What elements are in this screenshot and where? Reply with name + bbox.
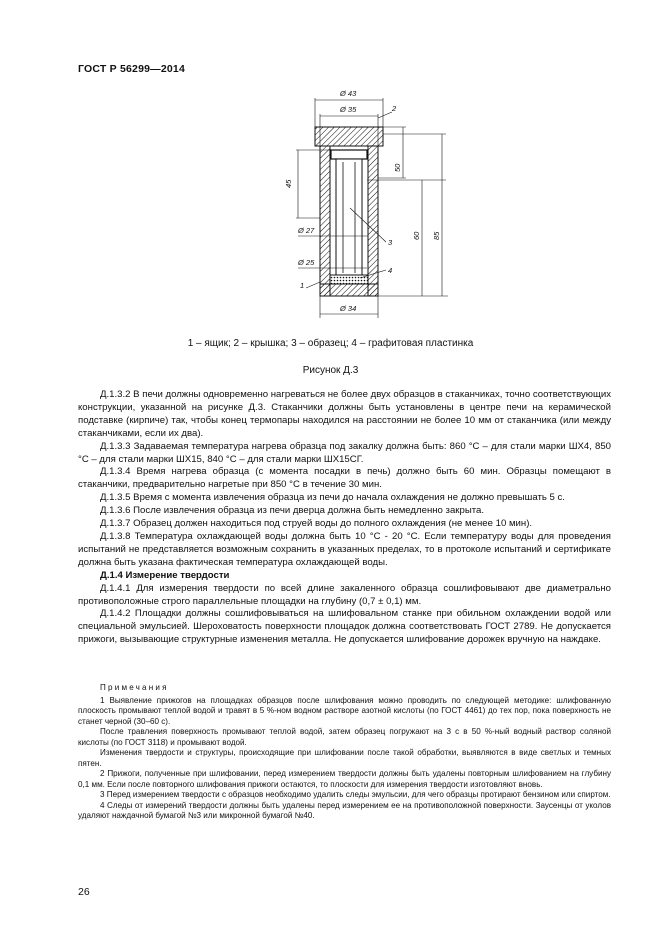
callout-4: 4 xyxy=(388,266,393,275)
paragraph: Д.1.4.2 Площадки должны сошлифовываться на шлифовальном станке при обильном охлаждении водой или специальной эмульсией. Шероховатость поверхности площадок должна соответствовать ГОСТ 2789. Не допускается прижоги, вызывающие структурные изменения металла. Не допускается шлифование дорожек вручную на наждаке. xyxy=(78,608,611,646)
dim-d25: Ø 25 xyxy=(298,258,315,267)
paragraph: Д.1.3.2 В печи должны одновременно нагреваться не более двух образцов в стаканчиках, точно соответствующих конструкции, указанной на рисунке Д.3. Стаканчики должны быть установлены в центре печи на керамической подставке (кирпиче) так, чтобы конец термопары находился на расстоянии не более 10 мм от стаканчика (или между стаканчиками, если их два). xyxy=(78,389,611,439)
notes-title: Примечания xyxy=(100,683,169,692)
dim-d43: Ø 43 xyxy=(340,89,357,98)
page-number: 26 xyxy=(78,886,90,898)
paragraph: Д.1.3.4 Время нагрева образца (с момента посадки в печь) должно быть 60 мин. Образцы помещают в стаканчики, предварительно нагретые при 850 °С в течение 30 мин. xyxy=(78,466,611,491)
lid-section xyxy=(315,127,383,146)
figure-caption: 1 – ящик; 2 – крышка; 3 – образец; 4 – графитовая пластинка xyxy=(187,338,474,349)
callout-3: 3 xyxy=(388,238,393,247)
dim-h45: 45 xyxy=(284,179,293,188)
callout-2: 2 xyxy=(392,104,397,113)
paragraph: Д.1.3.5 Время с момента извлечения образца из печи до начала охлаждения не должно превышать 5 с. xyxy=(100,492,565,504)
box-right-wall xyxy=(368,146,378,296)
sample-body xyxy=(336,159,362,275)
note-item: 2 Прижоги, полученные при шлифовании, перед измерением твердости должны быть удалены повторным шлифованием на глубину 0,1 мм. Если после повторного шлифования прижоги остаются, то плоскости для измерения твердости изготовляют вновь. xyxy=(78,769,611,789)
note-item: 3 Перед измерением твердости с образцов необходимо удалить следы эмульсии, для чего образцы протирают бензином или спиртом. xyxy=(100,790,611,799)
dim-d27: Ø 27 xyxy=(298,226,315,235)
crucible-drawing xyxy=(270,78,470,328)
note-item: Изменения твердости и структуры, происходящие при шлифовании после такой обработки, выявляются в виде светлых и темных пятен. xyxy=(78,748,611,768)
dim-h85: 85 xyxy=(432,231,441,240)
sample-head xyxy=(331,150,367,159)
document-header: ГОСТ Р 56299—2014 xyxy=(78,63,186,75)
dim-h50: 50 xyxy=(393,163,402,172)
notes-block xyxy=(78,683,611,822)
note-item: 4 Следы от измерений твердости должны быть удалены перед измерением ее на противоположной поверхности. Заусенцы от уколов удаляют наждачной бумагой №3 или микронной бумагой №40. xyxy=(78,800,611,820)
box-bottom xyxy=(320,284,378,296)
note-item: 1 Выявление прижогов на площадках образцов после шлифования можно проводить по следующей методике: шлифованную плоскость промывают теплой водой и травят в 5 %-ном водном растворе азотной кислоты (по ГОСТ 4461) до тех пор, пока поверхность не станет черной (30–60 с). xyxy=(78,695,611,726)
paragraph: Д.1.3.6 После извлечения образца из печи дверца должна быть немедленно закрыта. xyxy=(100,505,485,517)
graphite-plate xyxy=(330,275,368,284)
paragraph: Д.1.4.1 Для измерения твердости по всей длине закаленного образца сошлифовывают две диаметрально противоположные строго параллельные площадки на глубину (0,7 ± 0,1) мм. xyxy=(78,582,611,607)
paragraph: Д.1.3.3 Задаваемая температура нагрева образца под закалку должна быть: 860 °С – для стали марки ШХ4, 850 °С – для стали марки ШХ15, 840 °С – для стали марки ШХ15СГ. xyxy=(78,440,611,465)
box-left-wall xyxy=(320,146,330,296)
body-text xyxy=(78,389,611,647)
dim-d35: Ø 35 xyxy=(340,105,357,114)
callout-1: 1 xyxy=(300,281,305,290)
figure-drawing xyxy=(270,78,470,328)
paragraph: Д.1.3.7 Образец должен находиться под струей воды до полного охлаждения (не менее 10 мин). xyxy=(100,518,533,530)
dim-d34: Ø 34 xyxy=(340,304,357,313)
paragraph: Д.1.3.8 Температура охлаждающей воды должна быть 10 °С - 20 °С. Если температуру воды для проведения испытаний не представляется возможным сохранить в указанных пределах, то в протоколе испытаний и сертификате должна быть указана фактическая температура охлаждающей воды. xyxy=(78,530,611,568)
section-heading: Д.1.4 Измерение твердости xyxy=(100,569,230,581)
figure-title: Рисунок Д.3 xyxy=(302,365,359,376)
note-item: После травления поверхность промывают теплой водой, затем образец погружают на 3 с в 50 %-ный водный раствор соляной кислоты (по ГОСТ 3118) и промывают водой. xyxy=(78,727,611,747)
dim-h60: 60 xyxy=(412,231,421,240)
